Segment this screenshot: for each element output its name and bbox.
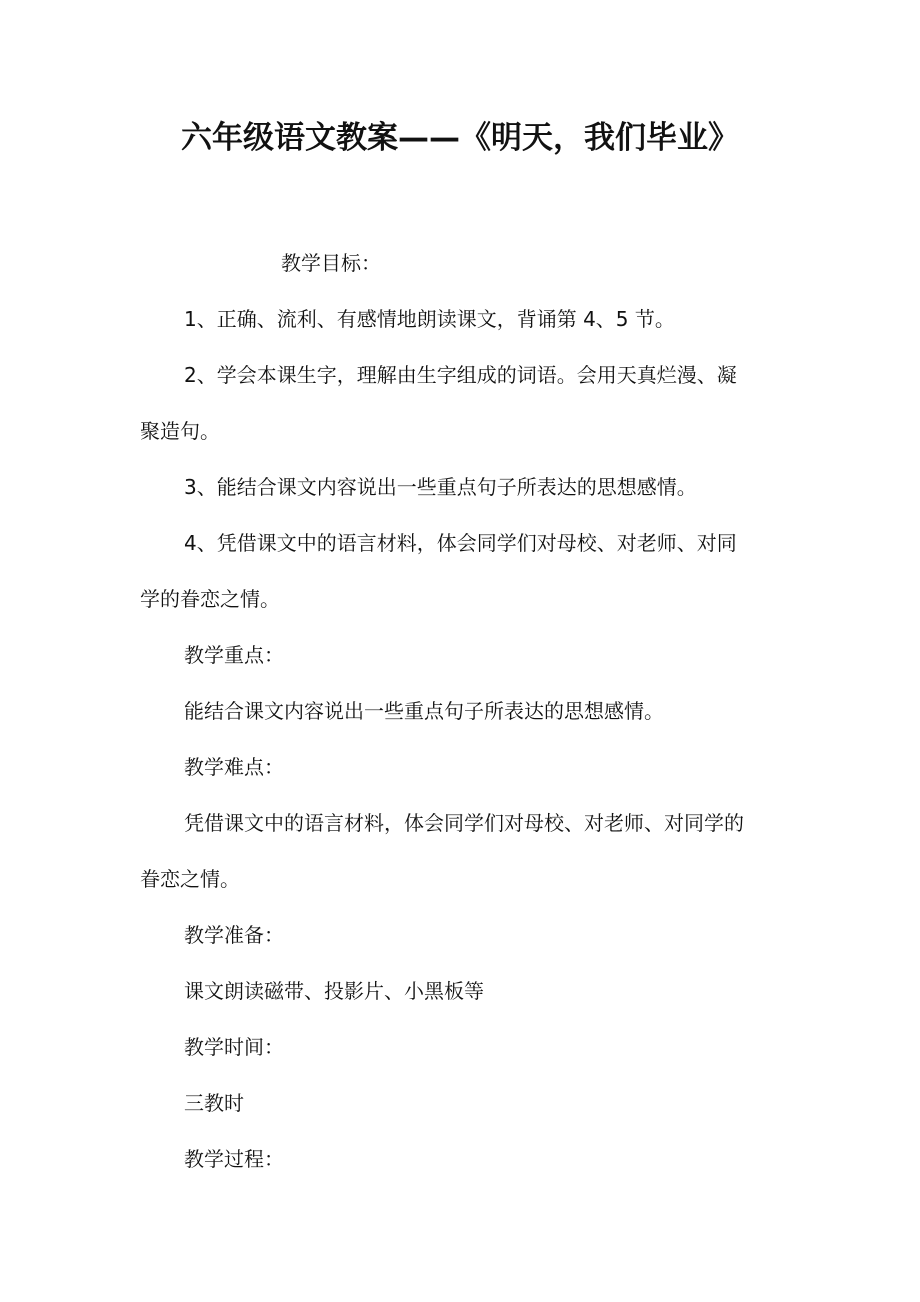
objective-4: 4、凭借课文中的语言材料，体会同学们对母校、对老师、对同 <box>184 531 737 555</box>
objectives-heading: 教学目标： <box>281 251 381 275</box>
objective-2-cont: 聚造句。 <box>140 419 220 443</box>
difficulties-cont: 眷恋之情。 <box>140 867 240 891</box>
objective-3: 3、能结合课文内容说出一些重点句子所表达的思想感情。 <box>184 475 697 499</box>
key-points-heading: 教学重点： <box>184 643 284 667</box>
objective-2: 2、学会本课生字，理解由生字组成的词语。会用天真烂漫、凝 <box>184 363 737 387</box>
difficulties-heading: 教学难点： <box>184 755 284 779</box>
time-heading: 教学时间： <box>184 1035 284 1059</box>
objective-1: 1、正确、流利、有感情地朗读课文，背诵第 4、5 节。 <box>184 307 675 331</box>
difficulties: 凭借课文中的语言材料，体会同学们对母校、对老师、对同学的 <box>184 811 744 835</box>
objective-4-cont: 学的眷恋之情。 <box>140 587 280 611</box>
preparation: 课文朗读磁带、投影片、小黑板等 <box>184 979 484 1003</box>
process-heading: 教学过程： <box>184 1147 284 1171</box>
document-body <box>140 235 820 1187</box>
preparation-heading: 教学准备： <box>184 923 284 947</box>
key-points: 能结合课文内容说出一些重点句子所表达的思想感情。 <box>184 699 664 723</box>
document-title: 六年级语文教案——《明天，我们毕业》 <box>181 120 739 156</box>
time: 三教时 <box>184 1091 244 1115</box>
